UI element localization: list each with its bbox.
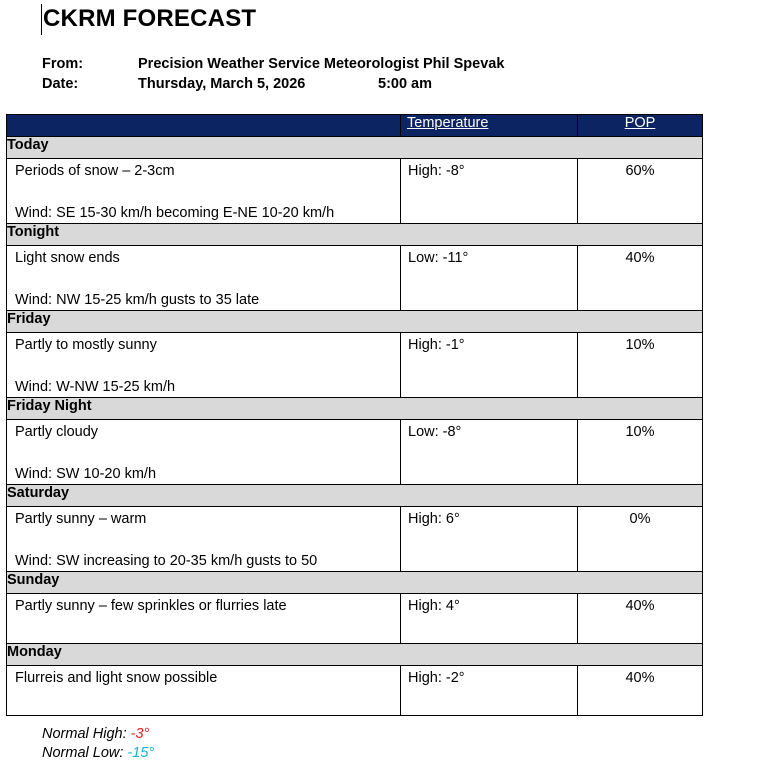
period-description: Light snow ends [15, 250, 120, 266]
period-description: Partly to mostly sunny [15, 337, 157, 353]
period-heading-row [7, 485, 703, 507]
period-pop: 40% [578, 246, 703, 311]
period-description: Partly sunny – warm [15, 511, 147, 527]
period-description-cell [7, 246, 401, 311]
date-value: Thursday, March 5, 2026 [138, 76, 306, 92]
period-pop: 40% [578, 594, 703, 644]
period-detail-row [7, 159, 703, 224]
period-pop: 10% [578, 333, 703, 398]
text-cursor [41, 4, 42, 35]
period-temperature: High: -8° [401, 159, 578, 224]
forecast-table [6, 114, 703, 716]
period-name: Friday Night [7, 398, 703, 420]
normal-high-label: Normal High: [42, 726, 127, 742]
date-label: Date: [42, 76, 79, 92]
period-temperature: High: 4° [401, 594, 578, 644]
period-description-cell [7, 420, 401, 485]
period-pop: 0% [578, 507, 703, 572]
period-pop: 60% [578, 159, 703, 224]
period-wind: Wind: SE 15-30 km/h becoming E-NE 10-20 km/h [15, 205, 335, 221]
period-description: Partly sunny – few sprinkles or flurries late [15, 598, 287, 614]
period-heading-row [7, 572, 703, 594]
normal-low-value: -15° [127, 745, 155, 761]
period-description-cell [7, 666, 401, 716]
period-pop: 40% [578, 666, 703, 716]
page-title: CKRM FORECAST [43, 5, 257, 32]
period-detail-row [7, 420, 703, 485]
period-heading-row [7, 137, 703, 159]
period-description-cell [7, 333, 401, 398]
period-name: Monday [7, 644, 703, 666]
period-heading-row [7, 224, 703, 246]
period-description-cell [7, 594, 401, 644]
period-temperature: Low: -11° [401, 246, 578, 311]
period-name: Sunday [7, 572, 703, 594]
period-pop: 10% [578, 420, 703, 485]
period-temperature: High: 6° [401, 507, 578, 572]
period-heading-row [7, 644, 703, 666]
period-description-cell [7, 507, 401, 572]
header-cell-blank [7, 115, 401, 137]
normal-high-line [42, 726, 149, 742]
period-temperature: High: -1° [401, 333, 578, 398]
period-name: Friday [7, 311, 703, 333]
normal-low-label: Normal Low: [42, 745, 124, 761]
period-heading-row [7, 398, 703, 420]
period-wind: Wind: NW 15-25 km/h gusts to 35 late [15, 292, 260, 308]
table-header-row [7, 115, 703, 137]
time-value: 5:00 am [378, 76, 433, 92]
period-name: Today [7, 137, 703, 159]
period-temperature: Low: -8° [401, 420, 578, 485]
period-heading-row [7, 311, 703, 333]
period-wind: Wind: SW 10-20 km/h [15, 466, 157, 482]
period-wind: Wind: SW increasing to 20-35 km/h gusts to 50 [15, 553, 318, 569]
period-detail-row [7, 507, 703, 572]
period-detail-row [7, 333, 703, 398]
period-description: Periods of snow – 2-3cm [15, 163, 175, 179]
from-label: From: [42, 56, 84, 72]
temperature-header: Temperature [407, 115, 489, 131]
period-detail-row [7, 666, 703, 716]
period-description-cell [7, 159, 401, 224]
header-cell-temperature [401, 115, 578, 137]
period-temperature: High: -2° [401, 666, 578, 716]
normal-high-value: -3° [130, 726, 150, 742]
period-name: Saturday [7, 485, 703, 507]
normal-low-line [42, 745, 154, 761]
period-detail-row [7, 246, 703, 311]
header-cell-pop [578, 115, 703, 137]
period-wind: Wind: W-NW 15-25 km/h [15, 379, 176, 395]
period-name: Tonight [7, 224, 703, 246]
from-value: Precision Weather Service Meteorologist Phil Spevak [138, 56, 505, 72]
period-description: Flurreis and light snow possible [15, 670, 218, 686]
pop-header: POP [624, 115, 656, 131]
period-detail-row [7, 594, 703, 644]
period-description: Partly cloudy [15, 424, 99, 440]
